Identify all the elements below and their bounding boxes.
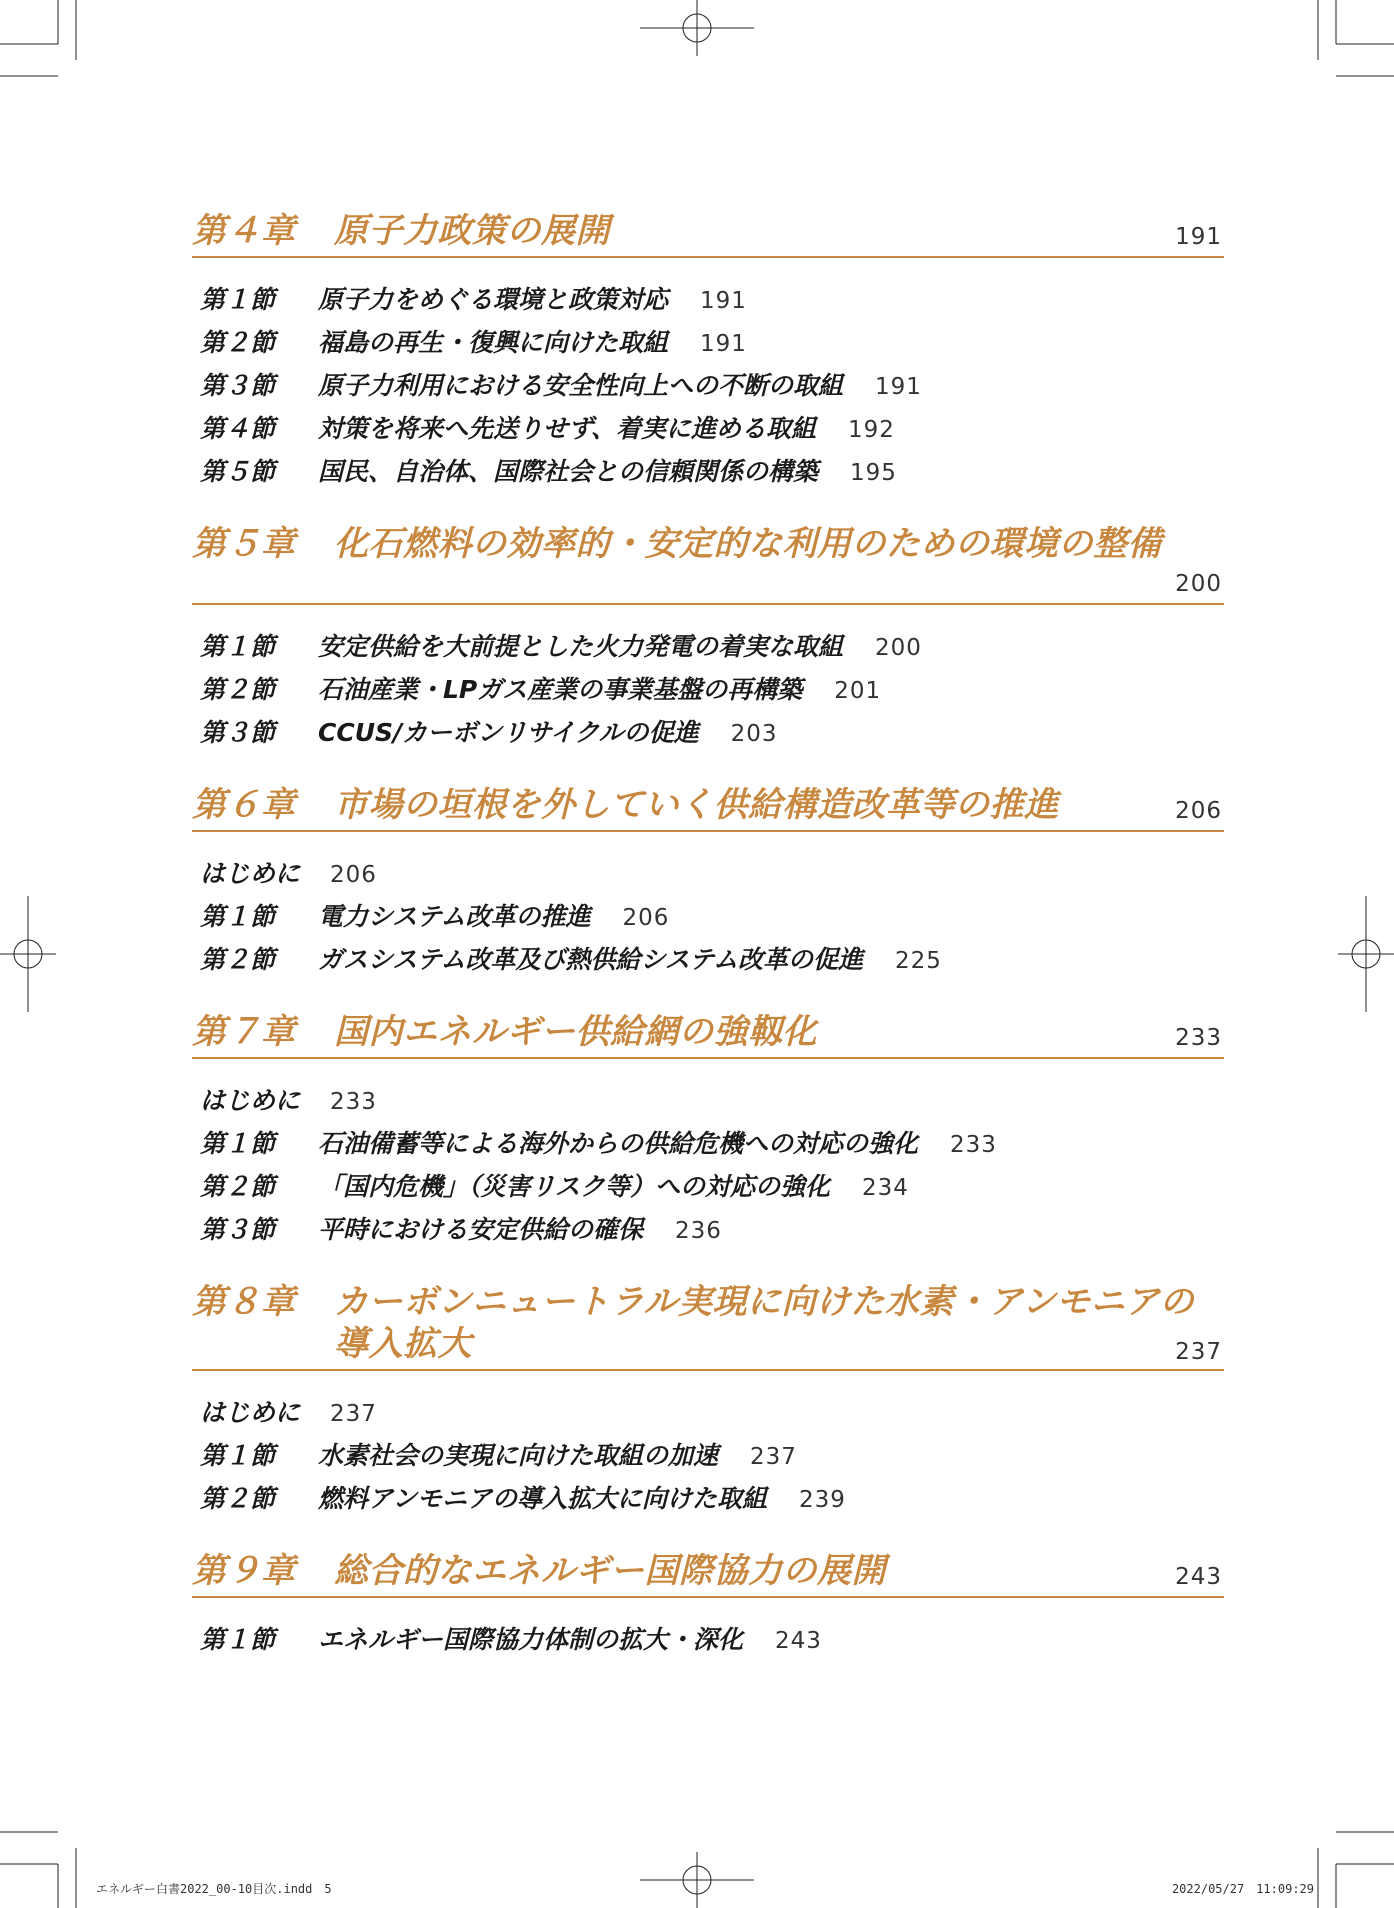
chapter-number: 第４章 [192, 211, 296, 251]
chapter-9 [192, 1550, 1224, 1663]
section-row [200, 854, 1224, 897]
section-page: 236 [675, 1218, 722, 1244]
chapter-page: 243 [1175, 1564, 1222, 1590]
section-row [200, 627, 1224, 670]
section-number: 第３節 [200, 1215, 276, 1244]
chapter-8 [192, 1281, 1224, 1522]
section-title: 「国内危機」（災害リスク等）への対応の強化 [318, 1172, 831, 1201]
chapter-heading [192, 1011, 1224, 1059]
section-number: 第３節 [200, 371, 276, 400]
chapter-heading [192, 1550, 1224, 1598]
section-title: 対策を将来へ先送りせず、着実に進める取組 [318, 414, 817, 443]
section-page: 191 [700, 288, 747, 314]
section-page: 225 [895, 948, 942, 974]
chapter-heading [192, 210, 1224, 258]
chapter-page: 237 [1175, 1339, 1222, 1365]
section-number: 第１節 [200, 1129, 276, 1158]
section-row [200, 1124, 1224, 1167]
section-number: 第１節 [200, 902, 276, 931]
section-title: 平時における安定供給の確保 [318, 1215, 644, 1244]
section-number: 第２節 [200, 328, 276, 357]
section-title: 原子力をめぐる環境と政策対応 [318, 285, 669, 314]
section-number: 第２節 [200, 1484, 276, 1513]
section-row [200, 670, 1224, 713]
section-page: 239 [799, 1487, 846, 1513]
section-row [200, 409, 1224, 452]
section-row [200, 940, 1224, 983]
chapter-title: 原子力政策の展開 [334, 211, 610, 251]
section-page: 234 [862, 1175, 909, 1201]
section-row [200, 1393, 1224, 1436]
section-number: 第４節 [200, 414, 276, 443]
section-title: 電力システム改革の推進 [318, 902, 591, 931]
section-page: 200 [875, 635, 922, 661]
section-row [200, 1167, 1224, 1210]
chapter-4 [192, 210, 1224, 495]
section-row [200, 1479, 1224, 1522]
section-title: ガスシステム改革及び熱供給システム改革の促進 [318, 945, 864, 974]
chapter-title: 総合的なエネルギー国際協力の展開 [334, 1551, 886, 1591]
section-page: 206 [622, 905, 670, 931]
section-page: 237 [750, 1444, 797, 1470]
section-row [200, 452, 1224, 495]
section-number: 第３節 [200, 718, 276, 747]
chapter-page: 206 [1175, 798, 1222, 824]
section-page: 191 [875, 374, 922, 400]
section-page: 191 [700, 331, 747, 357]
section-page: 206 [330, 862, 377, 888]
chapter-page: 233 [1175, 1025, 1222, 1051]
section-number: 第２節 [200, 945, 276, 974]
chapter-5 [192, 523, 1224, 756]
section-number: 第１節 [200, 1625, 276, 1654]
chapter-number: 第７章 [192, 1012, 296, 1052]
chapter-number: 第５章 [192, 524, 296, 564]
chapter-number: 第６章 [192, 785, 296, 825]
chapter-heading [192, 1281, 1224, 1371]
section-row [200, 713, 1224, 756]
chapter-heading [192, 523, 1224, 605]
chapter-6 [192, 784, 1224, 983]
section-title: 国民、自治体、国際社会との信頼関係の構築 [318, 457, 819, 486]
section-number: はじめに [200, 1398, 301, 1427]
section-title: 原子力利用における安全性向上への不断の取組 [318, 371, 844, 400]
footer-file-info: エネルギー白書2022_00-10目次.indd 5 [96, 1882, 332, 1896]
section-number: はじめに [200, 859, 301, 888]
section-row [200, 1620, 1224, 1663]
section-page: 233 [950, 1132, 997, 1158]
section-number: 第１節 [200, 285, 276, 314]
chapter-title: 化石燃料の効率的・安定的な利用のための環境の整備 [334, 524, 1162, 564]
section-page: 233 [330, 1089, 377, 1115]
section-row [200, 366, 1224, 409]
chapter-page: 191 [1175, 224, 1222, 250]
section-page: 192 [848, 417, 895, 443]
section-number: 第２節 [200, 675, 276, 704]
section-page: 243 [775, 1628, 822, 1654]
section-title: エネルギー国際協力体制の拡大・深化 [318, 1625, 744, 1654]
section-title: 石油備蓄等による海外からの供給危機への対応の強化 [318, 1129, 919, 1158]
section-row [200, 1210, 1224, 1253]
section-number: 第１節 [200, 632, 276, 661]
section-row [200, 323, 1224, 366]
chapter-heading [192, 784, 1224, 832]
section-number: はじめに [200, 1086, 301, 1115]
chapter-title: 市場の垣根を外していく供給構造改革等の推進 [334, 785, 1059, 825]
section-row [200, 1436, 1224, 1479]
section-row [200, 897, 1224, 940]
table-of-contents [192, 210, 1224, 1691]
chapter-title: 国内エネルギー供給網の強靱化 [334, 1012, 817, 1052]
footer-datetime: 2022/05/27 11:09:29 [1171, 1882, 1314, 1896]
chapter-number: 第８章 [192, 1282, 296, 1322]
section-page: 237 [330, 1401, 377, 1427]
section-row [200, 1081, 1224, 1124]
section-page: 201 [834, 678, 882, 704]
section-number: 第１節 [200, 1441, 276, 1470]
section-page: 195 [850, 460, 897, 486]
section-title: 水素社会の実現に向けた取組の加速 [318, 1441, 719, 1470]
chapter-title: カーボンニュートラル実現に向けた水素・アンモニアの導入拡大 [334, 1282, 1195, 1364]
chapter-page: 200 [1175, 571, 1222, 597]
section-page: 203 [730, 721, 778, 747]
section-title: 安定供給を大前提とした火力発電の着実な取組 [318, 632, 844, 661]
section-number: 第２節 [200, 1172, 276, 1201]
section-title: 燃料アンモニアの導入拡大に向けた取組 [318, 1484, 768, 1513]
section-title: 石油産業・LPガス産業の事業基盤の再構築 [318, 675, 803, 704]
chapter-7 [192, 1011, 1224, 1253]
chapter-number: 第９章 [192, 1551, 296, 1591]
section-title: CCUS/カーボンリサイクルの促進 [318, 718, 699, 747]
section-number: 第５節 [200, 457, 276, 486]
section-row [200, 280, 1224, 323]
section-title: 福島の再生・復興に向けた取組 [318, 328, 669, 357]
